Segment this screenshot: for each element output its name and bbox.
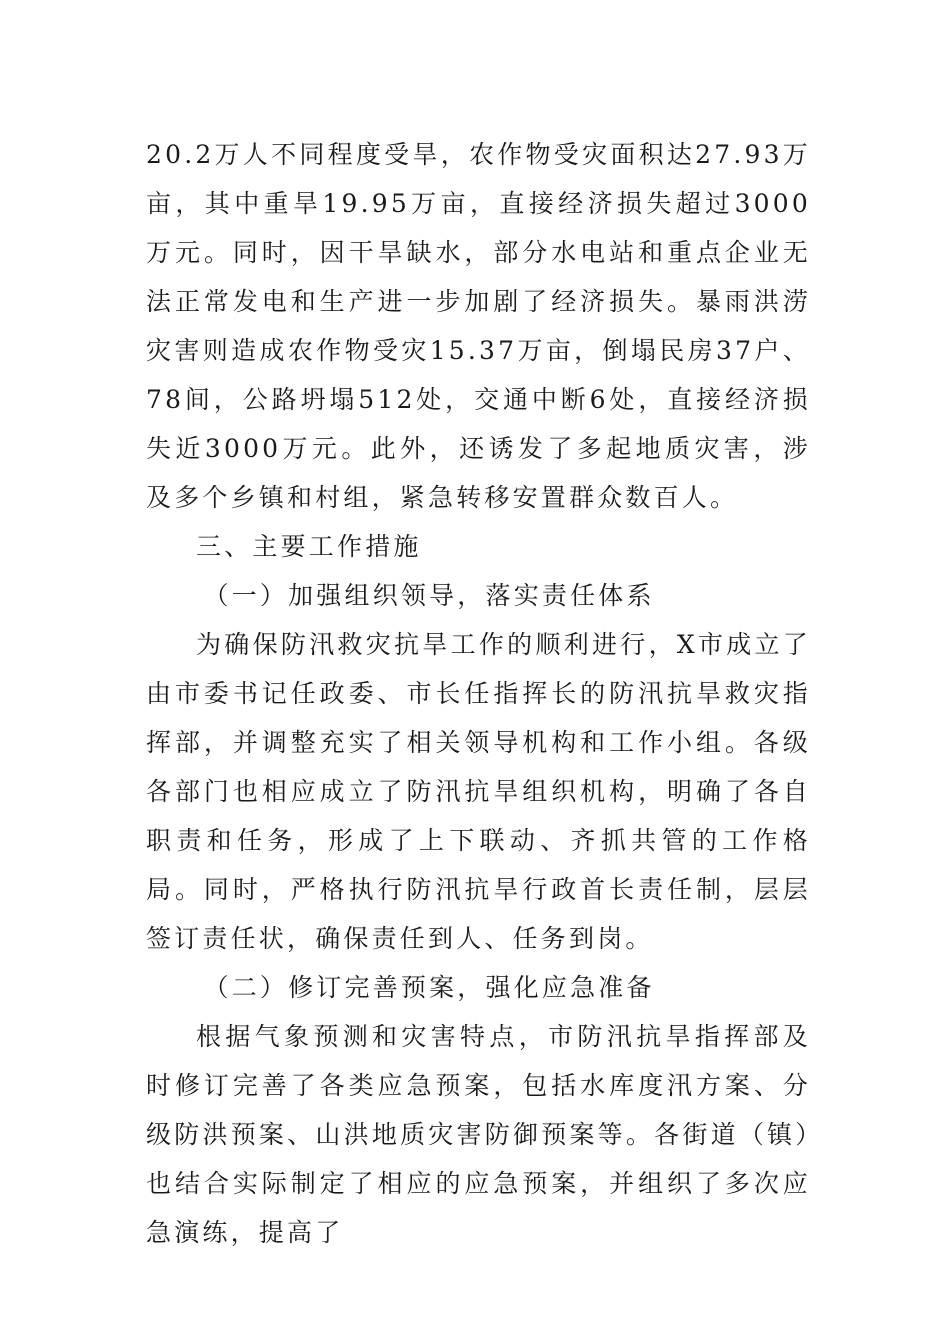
- section-heading: 三、主要工作措施: [196, 532, 422, 561]
- document-body: [146, 130, 811, 1257]
- subsection-2-heading: （二）修订完善预案，强化应急准备: [203, 973, 655, 1002]
- paragraph-continued: 20.2万人不同程度受旱，农作物受灾面积达27.93万亩，其中重旱19.95万亩，直接经济损失超过3000万元。同时，因干旱缺水，部分水电站和重点企业无法正常发电和生产进一步加剧了经济损失。暴雨洪涝灾害则造成农作物受灾15.37万亩，倒塌民房37户、78间，公路坍塌512处，交通中断6处，直接经济损失近3000万元。此外，还诱发了多起地质灾害，涉及多个乡镇和村组，紧急转移安置群众数百人。: [146, 140, 811, 512]
- subsection-2-body: 根据气象预测和灾害特点，市防汛抗旱指挥部及时修订完善了各类应急预案，包括水库度汛方案、分级防洪预案、山洪地质灾害防御预案等。各街道（镇）也结合实际制定了相应的应急预案，并组织了多次应急演练，提高了: [146, 1022, 811, 1247]
- subsection-1-body: 为确保防汛救灾抗旱工作的顺利进行，X市成立了由市委书记任政委、市长任指挥长的防汛抗旱救灾指挥部，并调整充实了相关领导机构和工作小组。各级各部门也相应成立了防汛抗旱组织机构，明确了各自职责和任务，形成了上下联动、齐抓共管的工作格局。同时，严格执行防汛抗旱行政首长责任制，层层签订责任状，确保责任到人、任务到岗。: [146, 630, 811, 953]
- subsection-1-heading: （一）加强组织领导，落实责任体系: [203, 581, 655, 610]
